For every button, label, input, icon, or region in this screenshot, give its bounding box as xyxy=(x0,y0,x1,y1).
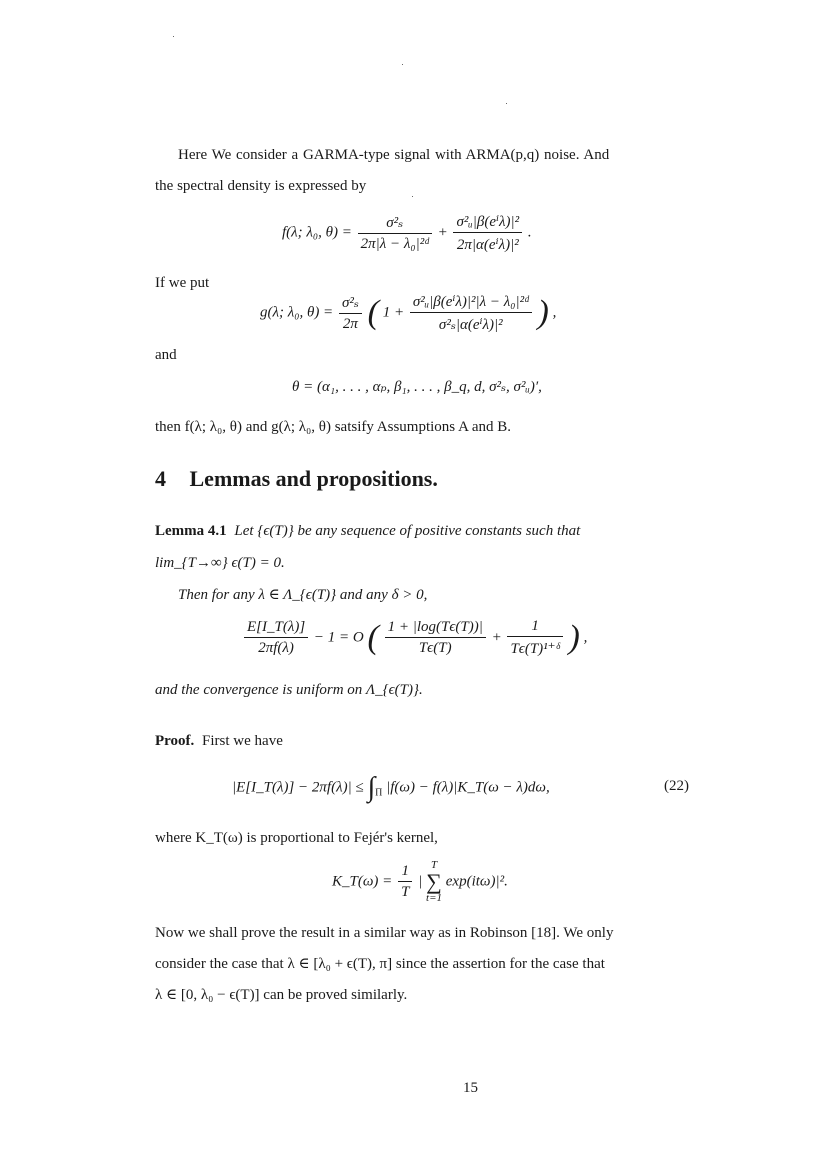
eq-end: , xyxy=(552,304,557,321)
lemma-text: Let {ϵ(T)} be any sequence of positive constants such that xyxy=(234,523,581,539)
frac-num: σ²ₛ xyxy=(358,213,432,234)
paragraph-line: and xyxy=(155,347,177,363)
integral-subscript: Π xyxy=(375,787,383,799)
eq-lhs: |E[I_T(λ)] − 2πf(λ)| ≤ xyxy=(232,779,364,796)
paragraph-line: the spectral density is expressed by xyxy=(155,178,367,194)
right-paren: ) xyxy=(568,619,580,656)
left-paren: ( xyxy=(367,294,379,331)
lemma-equation xyxy=(242,618,587,658)
plus-sign: + xyxy=(437,224,448,241)
equation-fejer-kernel xyxy=(332,860,508,904)
eq-rhs: |f(ω) − f(λ)|K_T(ω − λ)dω, xyxy=(386,779,550,796)
paragraph-line: If we put xyxy=(155,275,210,291)
section-heading xyxy=(155,466,438,492)
plus-sign: + xyxy=(491,629,502,646)
frac-den: 2π|α(eⁱλ)|² xyxy=(456,237,519,253)
lemma-label: Lemma 4.1 xyxy=(155,523,227,539)
frac-num: σ²ᵤ|β(eⁱλ)|²|λ − λ₀|²ᵈ xyxy=(410,292,532,313)
proof-label: Proof. xyxy=(155,733,195,749)
scan-speck xyxy=(402,64,403,65)
eq-end: . xyxy=(527,224,532,241)
sum-top: T xyxy=(430,859,438,871)
eq-mid: − 1 = O xyxy=(313,629,364,646)
eq-rhs: exp(itω)|². xyxy=(445,873,508,890)
paragraph-line: Here We consider a GARMA-type signal with ARMA(p,q) noise. And xyxy=(178,147,610,163)
frac-num: 1 + |log(Tϵ(T))| xyxy=(385,619,486,638)
paragraph-line: then f(λ; λ₀, θ) and g(λ; λ₀, θ) satsify Assumptions A and B. xyxy=(155,419,511,435)
section-title: Lemmas and propositions. xyxy=(189,466,438,491)
equation-theta: θ = (α₁, . . . , αₚ, β₁, . . . , β_q, d, σ²ₛ, σ²ᵤ)′, xyxy=(292,379,542,395)
frac-den: T xyxy=(401,884,410,900)
frac-den: σ²ₛ|α(eⁱλ)|² xyxy=(438,317,503,333)
lemma-line: Then for any λ ∈ Λ_{ϵ(T)} and any δ > 0, xyxy=(178,587,428,603)
proof-line: consider the case that λ ∈ [λ₀ + ϵ(T), π] since the assertion for the case that xyxy=(155,956,605,972)
lemma-line: and the convergence is uniform on Λ_{ϵ(T)}. xyxy=(155,682,423,698)
sum-bottom: t=1 xyxy=(426,892,443,904)
frac-den: 2π|λ − λ₀|²ᵈ xyxy=(360,236,429,252)
sigma-icon: ∑ xyxy=(426,869,442,894)
frac-num: σ²ᵤ|β(eⁱλ)|² xyxy=(453,212,522,233)
frac-den: Tϵ(T) xyxy=(418,640,452,656)
page-number: 15 xyxy=(463,1080,478,1096)
proof-line: Now we shall prove the result in a similar way as in Robinson [18]. We only xyxy=(155,925,614,941)
scan-speck xyxy=(173,36,174,37)
frac-num: σ²ₛ xyxy=(339,293,362,314)
eq-lhs: K_T(ω) = xyxy=(332,873,393,890)
eq-end: , xyxy=(583,629,588,646)
eq-lhs: g(λ; λ₀, θ) = xyxy=(260,304,334,321)
frac-num: 1 xyxy=(398,863,412,882)
equation-number: (22) xyxy=(664,778,689,794)
proof-line: where K_T(ω) is proportional to Fejér's kernel, xyxy=(155,830,438,846)
right-paren: ) xyxy=(537,294,549,331)
frac-den: 2π xyxy=(342,316,358,332)
summation xyxy=(426,860,442,904)
proof-line xyxy=(155,731,283,751)
proof-line: λ ∈ [0, λ₀ − ϵ(T)] can be proved similarly. xyxy=(155,987,408,1003)
left-paren: ( xyxy=(367,619,379,656)
frac-den: 2πf(λ) xyxy=(258,640,294,656)
eq-lhs: f(λ; λ₀, θ) = xyxy=(282,224,352,241)
frac-den: Tϵ(T)¹⁺ᵟ xyxy=(510,641,560,657)
frac-num: 1 xyxy=(507,618,562,637)
proof-text: First we have xyxy=(202,733,283,749)
abs-bar: | xyxy=(418,873,423,890)
lemma-statement-line xyxy=(155,521,580,541)
one-plus: 1 + xyxy=(382,304,405,321)
scan-speck xyxy=(506,103,507,104)
equation-spectral-density xyxy=(282,212,532,254)
scan-speck xyxy=(412,196,413,197)
section-number: 4 xyxy=(155,466,166,491)
lemma-line: lim_{T→∞} ϵ(T) = 0. xyxy=(155,555,285,571)
frac-num: E[I_T(λ)] xyxy=(244,619,308,638)
integral-sign: ∫ xyxy=(367,772,376,803)
equation-22 xyxy=(232,772,550,804)
equation-g xyxy=(260,292,556,334)
